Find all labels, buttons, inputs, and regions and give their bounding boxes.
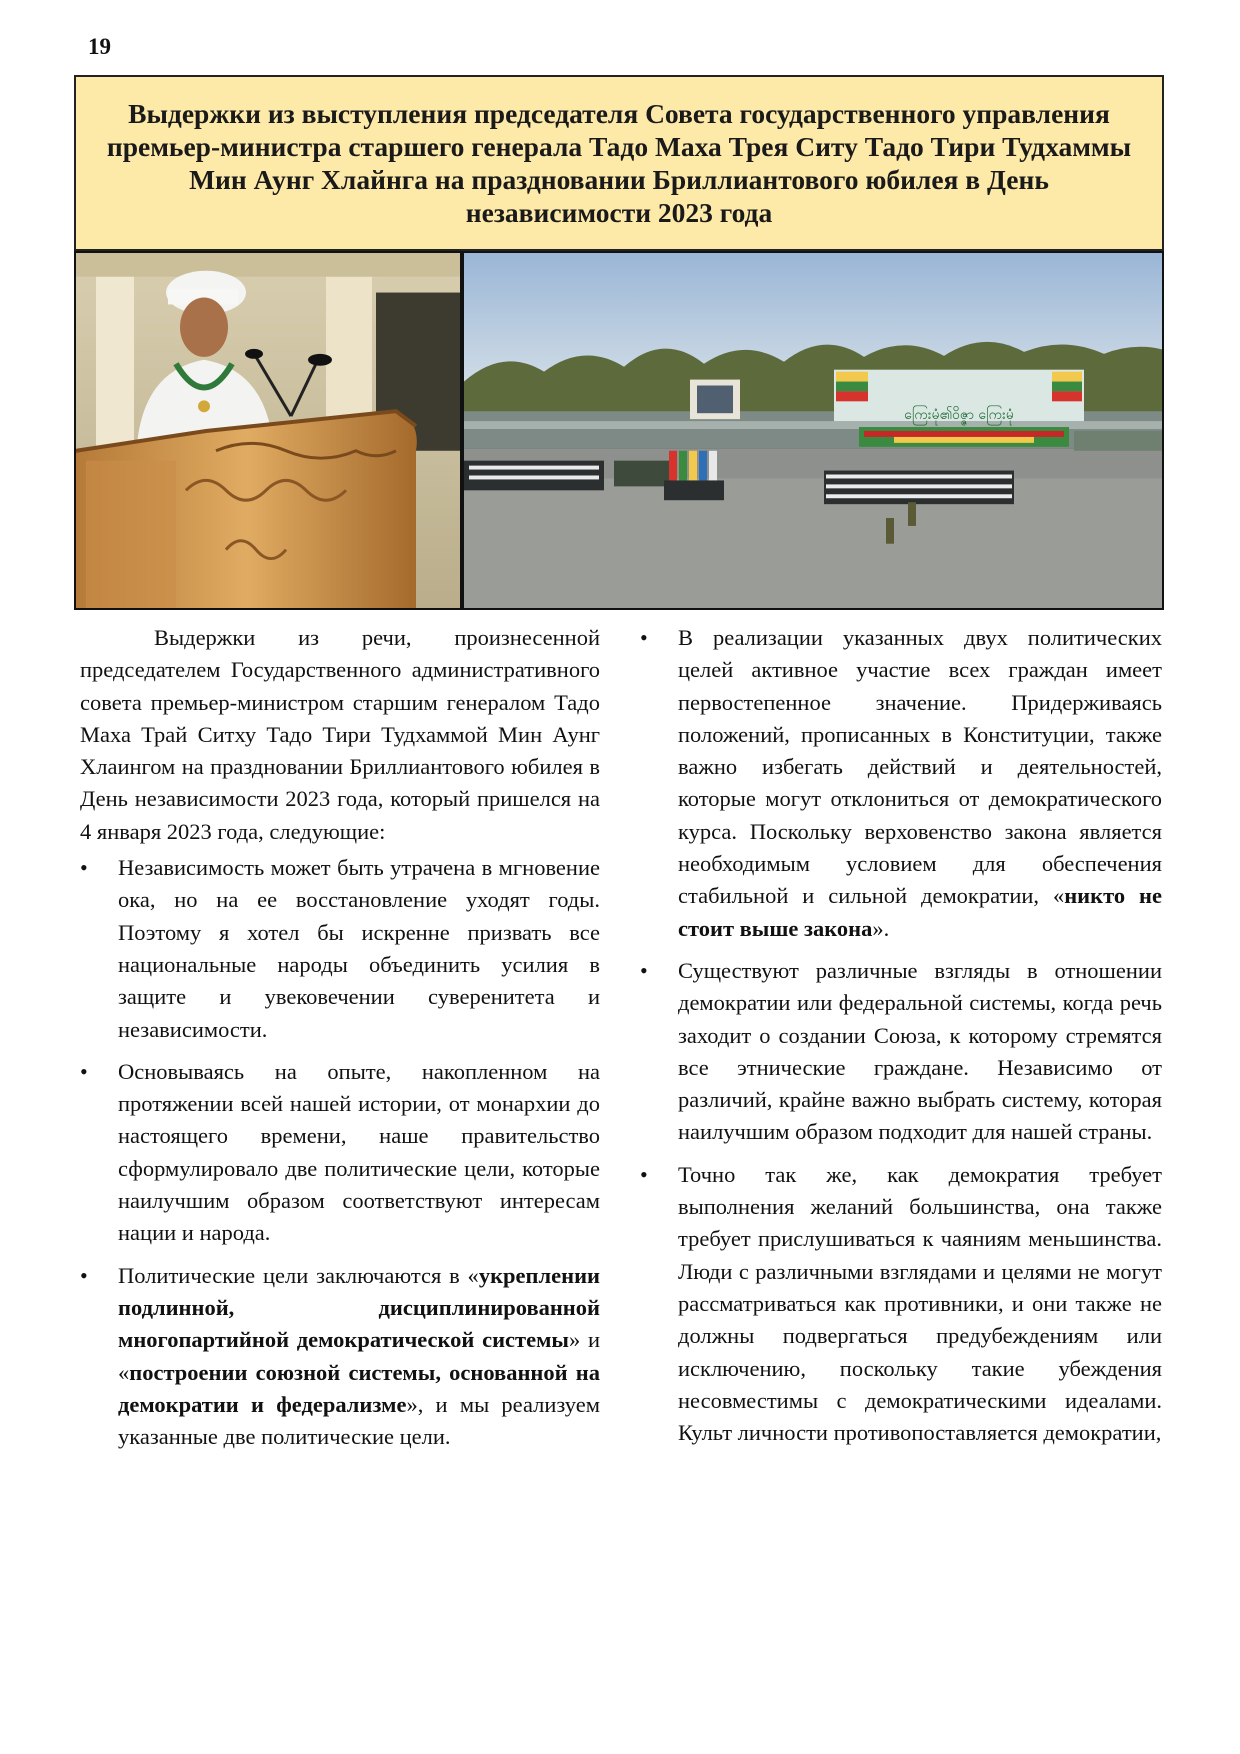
text-segment: В реализации указанных двух политических целей активное участие всех граждан имеет первостепенное значение. Придерживаясь положений, прописанных в Конституции, также важно избегать действий и деятельностей, которые могут отклониться от демократического курса. Поскольку верховенство закона является необходимым условием для обеспечения стабильной и сильной демократии, « (678, 625, 1162, 909)
intro-paragraph: Выдержки из речи, произнесенной председателем Государственного административного совета премьер-министром старшим генералом Тадо Маха Трай Ситху Тадо Тири Тудхаммой Мин Аунг Хлаингом на праздновании Бриллиантового юбилея в День независимости 2023 года, который пришелся на 4 января 2023 года, следующие: (80, 625, 600, 844)
bullet-item (80, 1260, 600, 1454)
bullet-item (80, 1056, 600, 1250)
speaker-photo (76, 253, 460, 608)
bullet-dot-icon: • (80, 1058, 88, 1084)
page-number: 19 (88, 34, 111, 59)
text-segment: » и « (118, 1327, 600, 1385)
bold-text-segment: построении союзной системы, основанной на демократии и федерализме (118, 1359, 600, 1417)
text-segment: Политические цели заключаются в « (118, 1262, 479, 1288)
bold-text-segment: укреплении подлинной, дисциплинированной многопартийной демократической системы (118, 1262, 600, 1353)
bullet-item (640, 955, 1162, 1149)
bullet-dot-icon: • (640, 625, 648, 650)
title-box (74, 75, 1164, 251)
bullet-dot-icon: • (640, 957, 648, 983)
text-segment: Точно так же, как демократия требует выполнения желаний большинства, она также требует прислушиваться к чаяниям меньшинства. Люди с различными взглядами и целями не могут рассматриваться как противники, и они также не должны подвергаться предубеждениям или исключению, поскольку такие убеждения несовместимы с демократическими идеалами. Культ личности противопоставляется демократии, (678, 1161, 1162, 1446)
left-column (80, 622, 600, 1463)
banner-text: ကြေးမုံ၏ဝိဇ္ဇာ ကြေးမုံ (904, 407, 1014, 424)
right-bullet-list (640, 622, 1162, 1449)
bullet-item (640, 1159, 1162, 1450)
photo-strip (74, 251, 1164, 610)
parade-photo (464, 253, 1164, 608)
text-segment: Основываясь на опыте, накопленном на протяжении всей нашей истории, от монархии до настоящего времени, наше правительство сформулировало две политические цели, которые наилучшим образом соответствуют интересам нации и народа. (118, 1058, 600, 1246)
left-bullet-list (80, 852, 600, 1453)
bullet-dot-icon: • (80, 1262, 88, 1288)
text-segment: », и мы реализуем указанные две политические цели. (118, 1391, 600, 1450)
text-segment: Независимость может быть утрачена в мгновение ока, но на ее восстановление уходят годы. Поэтому я хотел бы искренне призвать все национальные народы объединить усилия в защите и увековечении суверенитета и независимости. (118, 855, 600, 1042)
text-segment: Существуют различные взгляды в отношении демократии или федеральной системы, когда речь заходит о создании Союза, к которому стремятся все этнические граждане. Независимо от различий, крайне важно выбрать систему, которая наилучшим образом подходит для нашей страны. (678, 957, 1162, 1145)
page-title: Выдержки из выступления председателя Совета государственного управления премьер-министра старшего генерала Тадо Маха Трея Ситу Тадо Тири Тудхаммы Мин Аунг Хлайнга на праздновании Бриллиантового юбилея в День независимости 2023 года (106, 98, 1132, 228)
bullet-item (80, 852, 600, 1046)
right-column (640, 622, 1162, 1459)
bullet-dot-icon: • (80, 855, 88, 881)
text-segment: ». (872, 915, 890, 941)
bold-text-segment: никто не стоит выше закона (678, 883, 1162, 941)
bullet-dot-icon: • (640, 1161, 648, 1187)
bullet-item (640, 622, 1162, 945)
